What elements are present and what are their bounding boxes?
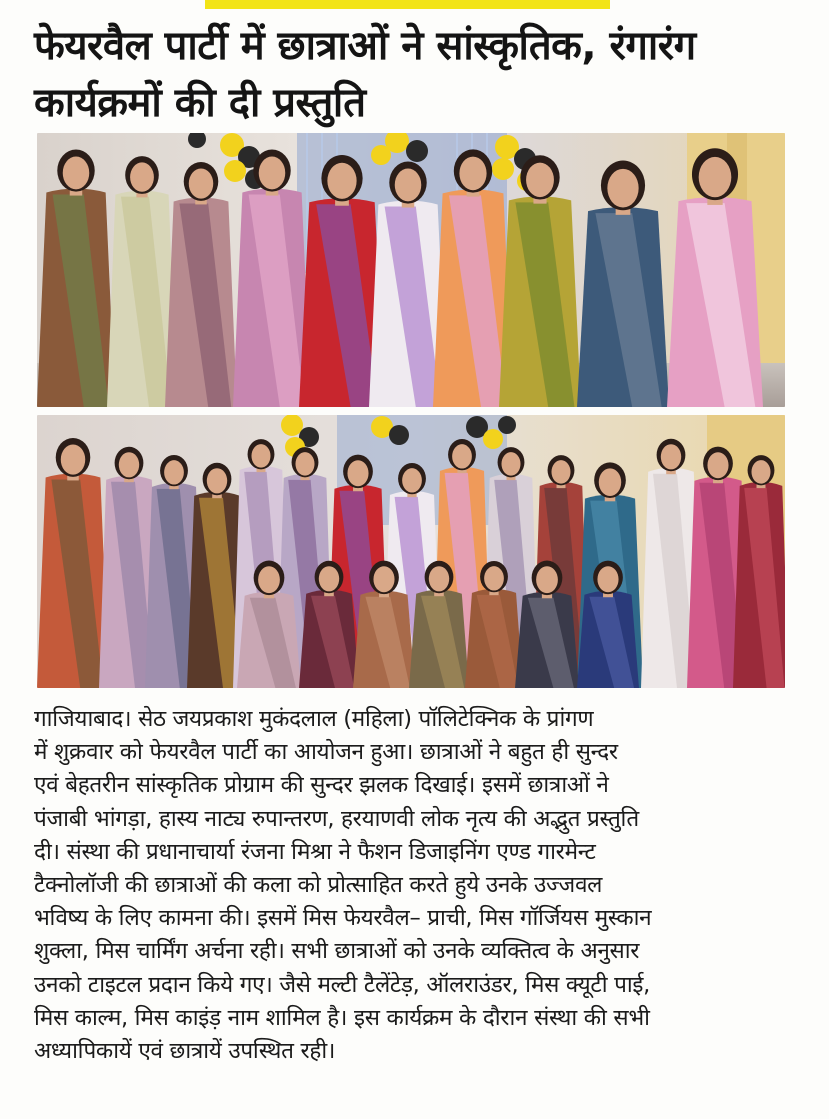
- article-line: मिस काल्म, मिस काइंड़ नाम शामिल है। इस कार्यक्रम के दौरान संस्था की सभी: [34, 1004, 650, 1031]
- article-line: एवं बेहतरीन सांस्कृतिक प्रोग्राम की सुन्दर झलक दिखाई। इसमें छात्राओं ने: [34, 772, 609, 799]
- headline: [34, 18, 814, 132]
- article-line: गाजियाबाद। सेठ जयप्रकाश मुकंदलाल (महिला) पॉलिटेक्निक के प्रांगण: [34, 706, 594, 732]
- article-line: भविष्य के लिए कामना की। इसमें मिस फेयरवैल– प्राची, मिस गॉर्जियस मुस्कान: [34, 905, 652, 932]
- article-line: अध्यापिकायें एवं छात्रायें उपस्थित रही।: [34, 1038, 336, 1065]
- article-line: टैक्नोलॉजी की छात्राओं की कला को प्रोत्साहित करते हुये उनके उज्जवल: [34, 872, 603, 899]
- headline-line-1: फेयरवैल पार्टी में छात्राओं ने सांस्कृतिक, रंगारंग: [34, 23, 696, 69]
- person-figure: [733, 455, 785, 688]
- group-photo-bottom: [37, 415, 785, 688]
- yellow-header-strip: [205, 0, 610, 9]
- article-line: में शुक्रवार को फेयरवैल पार्टी का आयोजन हुआ। छात्राओं ने बहुत ही सुन्दर: [34, 739, 618, 766]
- article-line: दी। संस्था की प्रधानाचार्या रंजना मिश्रा ने फैशन डिजाइनिंग एण्ड गारमेन्ट: [34, 838, 596, 865]
- article-body: [34, 703, 804, 1068]
- group-photo-top: [37, 133, 785, 407]
- headline-line-2: कार्यक्रमों की दी प्रस्तुति: [34, 80, 366, 126]
- article-line: उनको टाइटल प्रदान किये गए। जैसे मल्टी टैलेंटेड़, ऑलराउंडर, मिस क्यूटी पाई,: [34, 971, 651, 998]
- article-line: शुक्ला, मिस चार्मिंग अर्चना रही। सभी छात्राओं को उनके व्यक्तित्व के अनुसार: [34, 938, 640, 965]
- article-line: पंजाबी भांगड़ा, हास्य नाट्य रुपान्तरण, हरयाणवी लोक नृत्य की अद्भुत प्रस्तुति: [34, 805, 639, 832]
